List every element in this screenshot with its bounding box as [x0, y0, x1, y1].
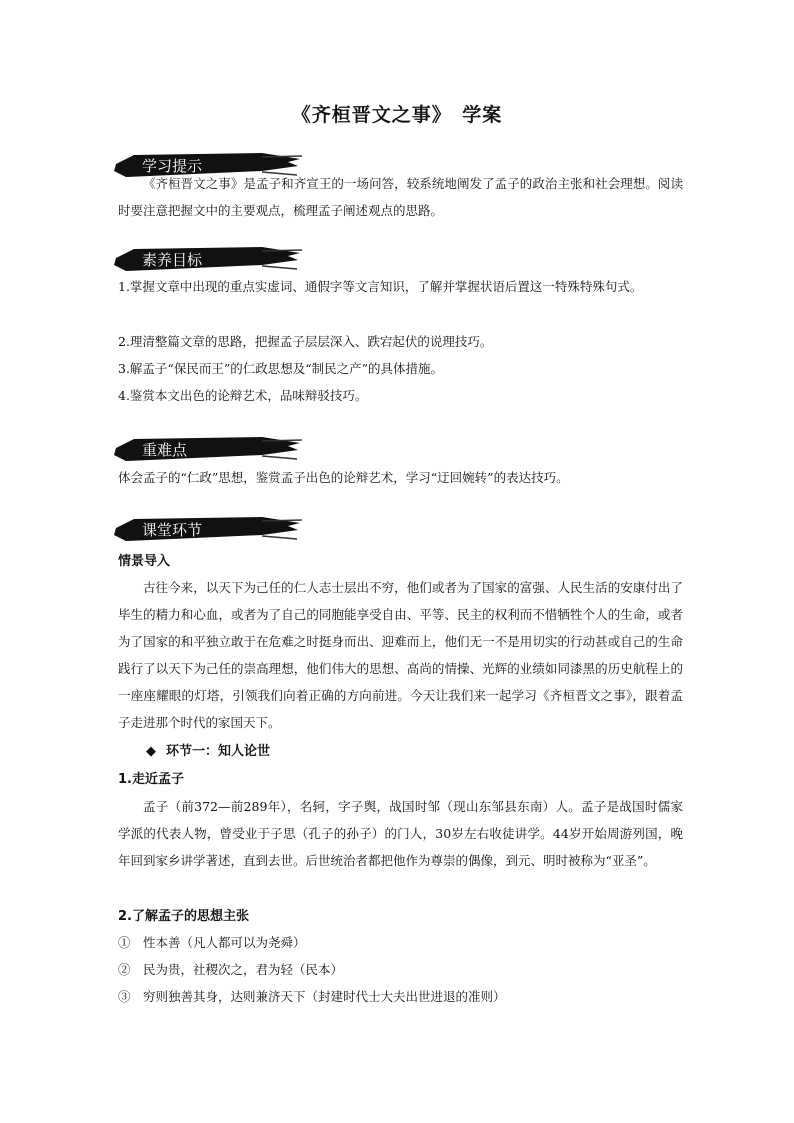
subsection-title-2: 2.了解孟子的思想主张	[118, 909, 249, 924]
section-heading-keypoints	[112, 434, 302, 464]
step1-title: 环节一：知人论世	[166, 744, 271, 759]
section-heading-label: 素养目标	[142, 251, 203, 269]
section-heading-label: 学习提示	[142, 157, 203, 175]
section-heading-label: 课堂环节	[142, 521, 203, 539]
section-heading-label: 重难点	[142, 441, 188, 459]
mencius-bio-paragraph: 孟子（前372—前289年），名轲，字子舆，战国时邹（现山东邹县东南）人。孟子是战国时儒家学派的代表人物，曾受业于子思（孔子的孙子）的门人，30岁左右收徒讲学。44岁开始周游列国，晚年回到家乡讲学著述，直到去世。后世统治者都把他作为尊崇的偶像，到元、明时被称为“亚圣”。	[118, 799, 683, 868]
brush-stroke-banner	[112, 244, 302, 274]
goal-item-4: 4.鉴赏本文出色的论辩艺术，品味辩驳技巧。	[118, 388, 368, 403]
intro-title: 情景导入	[118, 554, 171, 569]
brush-stroke-banner	[112, 434, 302, 464]
keypoints-paragraph: 体会孟子的“仁政”思想，鉴赏孟子出色的论辩艺术，学习“迂回婉转”的表达技巧。	[118, 470, 569, 485]
brush-stroke-banner	[112, 514, 302, 544]
step1-heading	[146, 738, 546, 765]
section-heading-class	[112, 514, 302, 544]
section-heading-goals	[112, 244, 302, 274]
thought-item-2: ② 民为贵，社稷次之，君为轻（民本）	[118, 962, 344, 977]
goal-item-1: 1.掌握文章中出现的重点实虚词、通假字等文言知识，了解并掌握状语后置这一特殊特殊句式。	[118, 279, 643, 294]
thought-item-3: ③ 穷则独善其身，达则兼济天下（封建时代士大夫出世进退的准则）	[118, 989, 506, 1004]
thought-item-1: ① 性本善（凡人都可以为尧舜）	[118, 935, 306, 950]
goal-item-2: 2.理清整篇文章的思路，把握孟子层层深入、跌宕起伏的说理技巧。	[118, 334, 493, 349]
intro-paragraph: 古往今来，以天下为己任的仁人志士层出不穷，他们或者为了国家的富强、人民生活的安康付出了毕生的精力和心血，或者为了自己的同胞能享受自由、平等、民主的权利而不惜牺牲个人的生命，或者为了国家的和平独立敢于在危难之时挺身而出、迎难而上，他们无一不是用切实的行动甚或自己的生命践行了以天下为己任的崇高理想，他们伟大的思想、高尚的情操、光辉的业绩如同漆黑的历史航程上的一座座耀眼的灯塔，引领我们向着正确的方向前进。今天让我们来一起学习《齐桓晋文之事》，跟着孟子走进那个时代的家国天下。	[118, 580, 683, 730]
diamond-bullet-icon: ◆	[146, 744, 156, 759]
document-title: 《齐桓晋文之事》 学案	[291, 104, 503, 126]
goal-item-3: 3.解孟子“保民而王”的仁政思想及“制民之产”的具体措施。	[118, 361, 443, 376]
tips-paragraph: 《齐桓晋文之事》是孟子和齐宣王的一场问答，较系统地阐发了孟子的政治主张和社会理想。阅读时要注意把握文中的主要观点，梳理孟子阐述观点的思路。	[118, 176, 683, 218]
subsection-title-1: 1.走近孟子	[118, 772, 184, 787]
